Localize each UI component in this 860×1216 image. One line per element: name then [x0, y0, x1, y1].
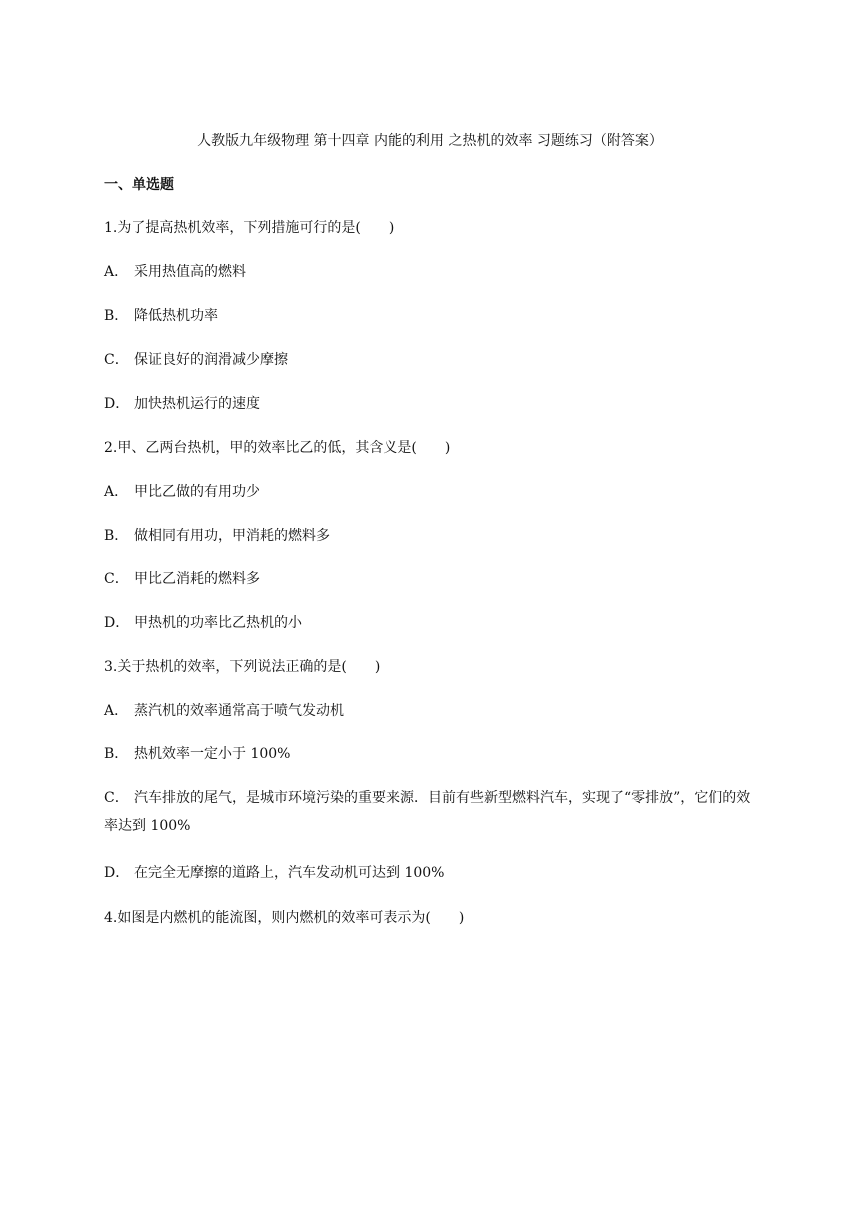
option-text: 保证良好的润滑减少摩擦 [134, 352, 288, 368]
option-text: 甲比乙消耗的燃料多 [134, 571, 260, 587]
option-text: 在完全无摩擦的道路上，汽车发动机可达到 100% [134, 865, 445, 881]
question-2-stem: 2.甲、乙两台热机，甲的效率比乙的低，其含义是( ) [104, 440, 451, 456]
question-3-stem: 3.关于热机的效率，下列说法正确的是( ) [104, 659, 381, 675]
question-3-option-b [104, 746, 290, 762]
document-title: 人教版九年级物理 第十四章 内能的利用 之热机的效率 习题练习（附答案） [197, 133, 663, 149]
option-text: 降低热机功率 [134, 308, 218, 324]
section-heading: 一、单选题 [104, 177, 174, 193]
question-2-option-b [104, 528, 330, 544]
question-2-option-d [104, 615, 302, 631]
option-letter: C． [104, 352, 129, 368]
question-1-option-c [104, 352, 288, 368]
question-3-option-c [104, 784, 764, 840]
question-1-stem: 1.为了提高热机效率，下列措施可行的是( ) [104, 220, 395, 236]
question-1-option-d [104, 396, 260, 412]
option-text: 汽车排放的尾气，是城市环境污染的重要来源．目前有些新型燃料汽车，实现了“零排放”，它们的效率达到 100% [104, 790, 751, 834]
question-2-option-c [104, 571, 260, 587]
option-text: 采用热值高的燃料 [134, 264, 246, 280]
option-letter: D． [104, 615, 130, 631]
question-1-option-a [104, 264, 246, 280]
option-text: 加快热机运行的速度 [134, 396, 260, 412]
option-letter: A． [104, 703, 129, 719]
option-letter: D． [104, 396, 130, 412]
option-letter: B． [104, 308, 129, 324]
question-4-stem: 4.如图是内燃机的能流图，则内燃机的效率可表示为( ) [104, 910, 465, 926]
option-text: 甲比乙做的有用功少 [134, 484, 260, 500]
option-text: 做相同有用功，甲消耗的燃料多 [134, 528, 330, 544]
option-text: 甲热机的功率比乙热机的小 [134, 615, 302, 631]
option-letter: C． [104, 790, 129, 806]
option-letter: D． [104, 865, 130, 881]
question-2-option-a [104, 484, 260, 500]
option-letter: A． [104, 264, 129, 280]
option-letter: A． [104, 484, 129, 500]
question-3-option-d [104, 865, 444, 881]
option-letter: C． [104, 571, 129, 587]
option-letter: B． [104, 746, 129, 762]
option-text: 蒸汽机的效率通常高于喷气发动机 [134, 703, 344, 719]
question-1-option-b [104, 308, 218, 324]
option-letter: B． [104, 528, 129, 544]
question-3-option-a [104, 703, 344, 719]
option-text: 热机效率一定小于 100% [134, 746, 291, 762]
